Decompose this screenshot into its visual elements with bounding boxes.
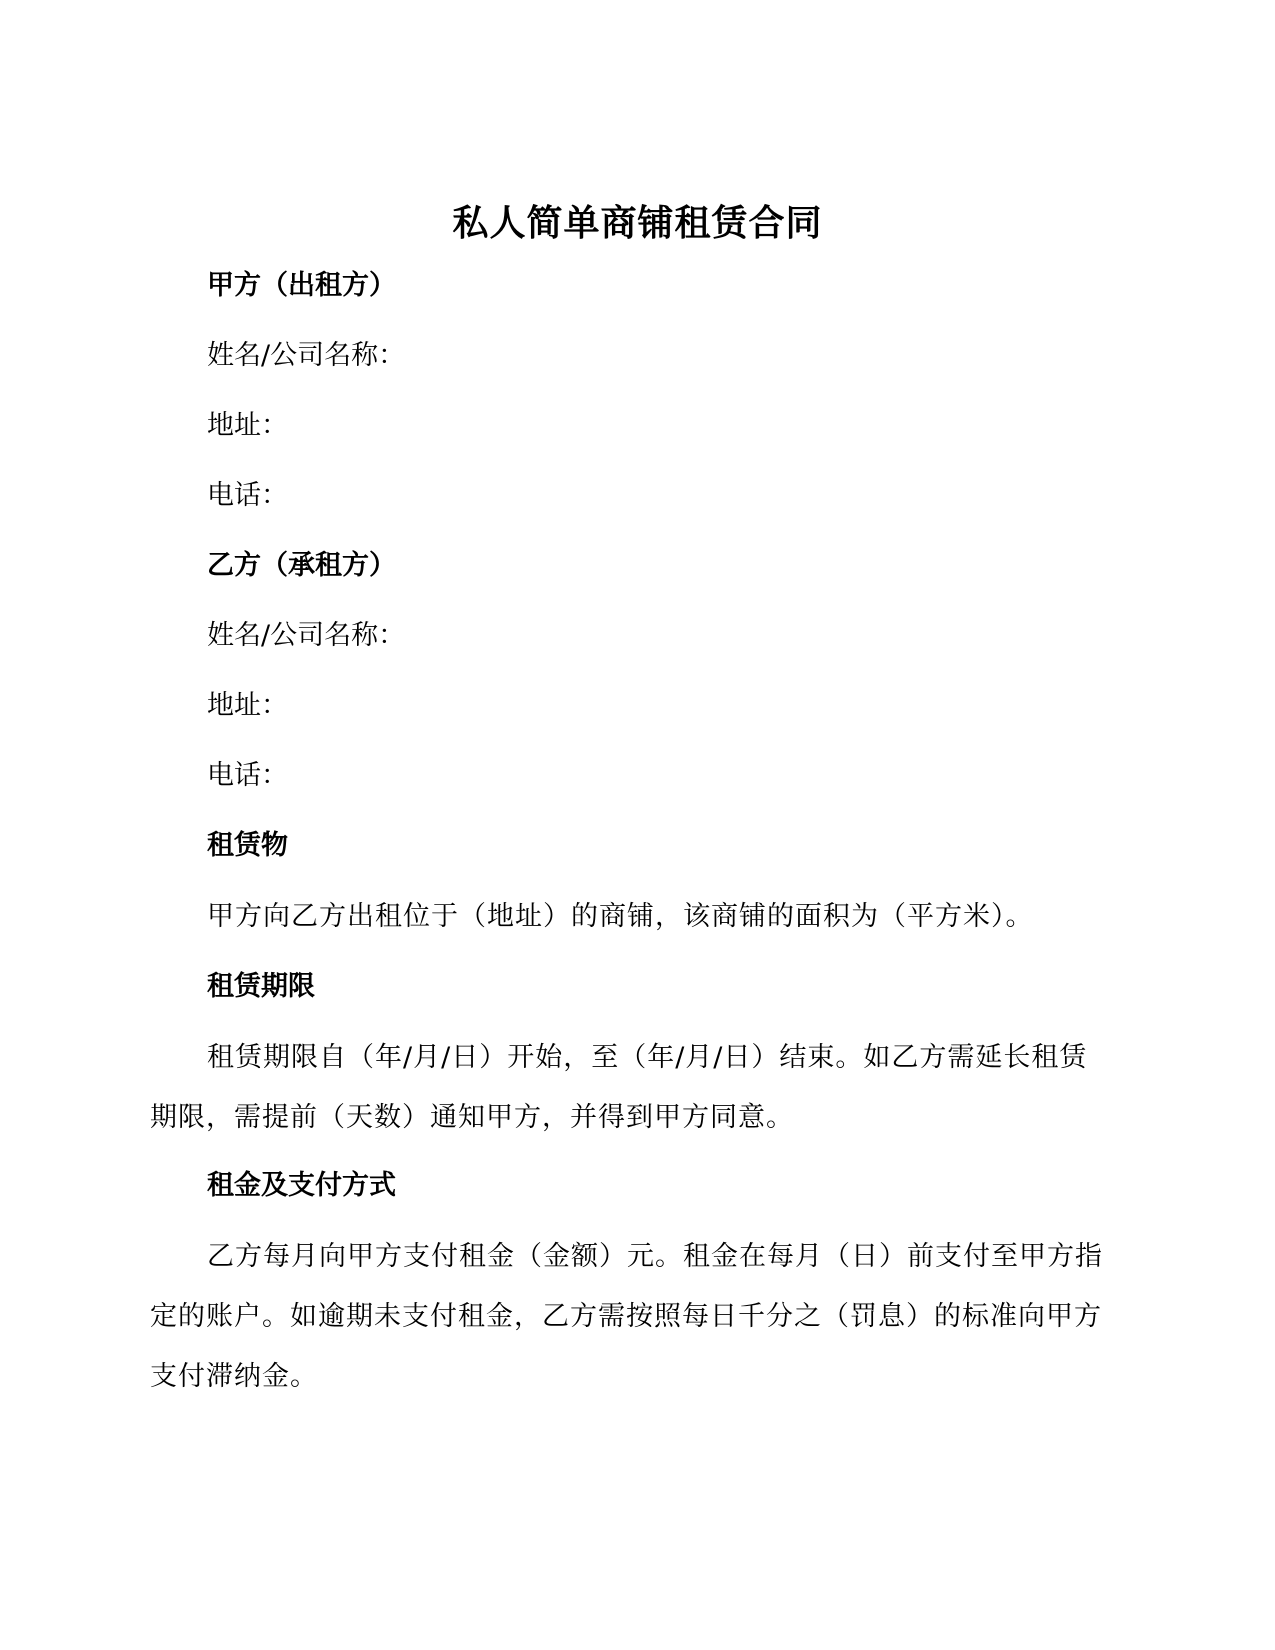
- document-title: 私人简单商铺租赁合同: [452, 203, 823, 244]
- party-a-heading: 甲方（出租方）: [207, 270, 396, 301]
- party-b-heading: 乙方（承租方）: [207, 550, 396, 581]
- lease-term-heading: 租赁期限: [207, 971, 315, 1002]
- party-b-address-label: 地址：: [207, 690, 288, 721]
- party-a-name-label: 姓名/公司名称：: [207, 340, 406, 371]
- lease-object-text: 甲方向乙方出租位于（地址）的商铺，该商铺的面积为（平方米）。: [207, 901, 1034, 932]
- party-b-name-label: 姓名/公司名称：: [207, 620, 406, 651]
- lease-term-text: 租赁期限自（年/月/日）开始，至（年/月/日）结束。如乙方需延长租赁期限，需提前（天数）通知甲方，并得到甲方同意。: [150, 1042, 1088, 1133]
- rent-payment-text: 乙方每月向甲方支付租金（金额）元。租金在每月（日）前支付至甲方指定的账户。如逾期未支付租金，乙方需按照每日千分之（罚息）的标准向甲方支付滞纳金。: [150, 1241, 1103, 1392]
- party-a-address-label: 地址：: [207, 410, 288, 441]
- lease-object-heading: 租赁物: [207, 830, 288, 861]
- party-a-phone-label: 电话：: [207, 480, 288, 511]
- rent-payment-heading: 租金及支付方式: [207, 1170, 396, 1201]
- party-b-phone-label: 电话：: [207, 760, 288, 791]
